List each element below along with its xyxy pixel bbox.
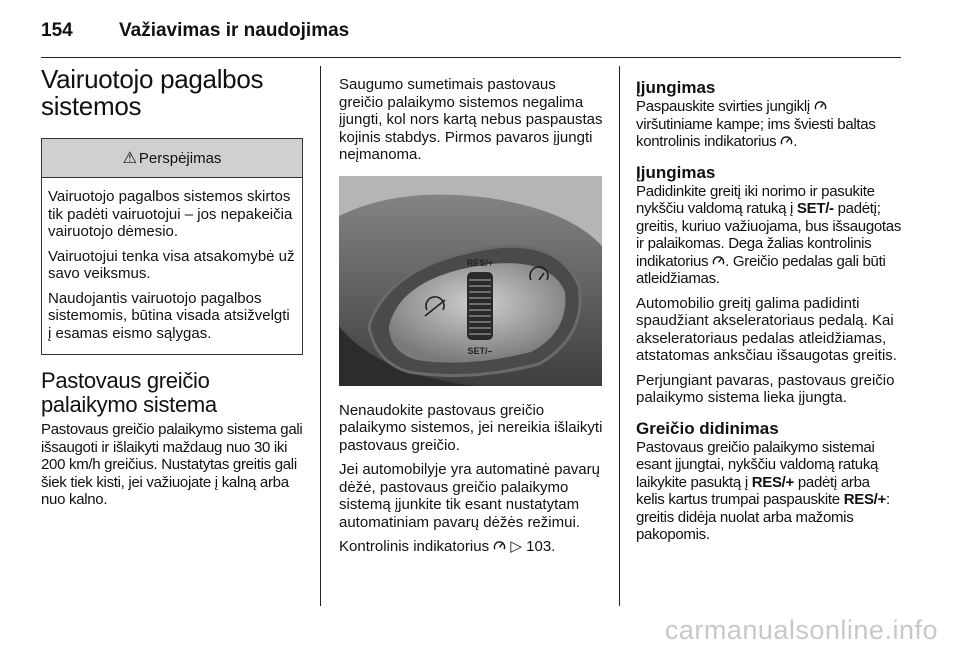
res-label-inline: RES/+ — [751, 473, 795, 491]
running-title: Važiavimas ir naudojimas — [119, 20, 350, 41]
speedometer-icon — [712, 254, 725, 267]
warning-triangle-icon: ⚠ — [122, 150, 137, 167]
column-3 — [636, 78, 902, 551]
heading-activation: Įjungimas — [636, 78, 716, 97]
paragraph: Automobilio greitį galima padidinti spaudžiant akseleratoriaus pedalą. Kai akseleratoriaus pedalas atleidžiamas, atstatomas anksčiau išsaugotas greitis. — [636, 294, 897, 364]
paragraph: Nenaudokite pastovaus greičio palaikymo sistemos, jei nereikia išlaikyti pastovaus greičio. — [339, 401, 603, 454]
warning-paragraph: Vairuotojo pagalbos sistemos skirtos tik padėti vairuotojui – jos nepakeičia vairuotojo dėmesio. — [48, 188, 293, 240]
section-title-driver-assistance: Vairuotojo pagalbos sistemos — [41, 64, 264, 121]
column-divider-2 — [619, 66, 620, 606]
speedometer-icon — [780, 134, 793, 147]
column-2 — [339, 76, 603, 563]
paragraph: Perjungiant pavaras, pastovaus greičio palaikymo sistema lieka įjungta. — [636, 371, 895, 406]
steering-wheel-illustration — [339, 176, 602, 386]
set-label-inline: SET/- — [796, 200, 834, 217]
warning-paragraph: Vairuotojui tenka visa atsakomybė už savo veiksmus. — [48, 247, 295, 282]
res-label: RES/+ — [466, 257, 494, 268]
safety-paragraph: Saugumo sumetimais pastovaus greičio palaikymo sistemos negalima įjungti, kol nors kartą nebus paspaustas kojinis stabdys. Pirmos pavaros įjungti neįmanoma. — [339, 76, 603, 163]
column-1 — [41, 66, 303, 516]
speedometer-icon — [814, 99, 827, 112]
warning-header — [42, 139, 302, 178]
cruise-control-intro: Pastovaus greičio palaikymo sistema gali išsaugoti ir išlaikyti maždaug nuo 30 iki 200 km/h greičius. Nustatytas greitis gali šiek tiek kisti, jei važiuojate į kalną arba nuo kalno. — [41, 421, 303, 508]
res-label-inline: RES/+ — [843, 491, 886, 508]
header-rule — [41, 57, 901, 58]
speedometer-icon — [493, 539, 506, 552]
column-divider-1 — [320, 66, 321, 606]
heading-speed-increase: Greičio didinimas — [636, 418, 779, 438]
set-label: SET/– — [467, 345, 493, 356]
indicator-reference: Kontrolinis indikatorius ▷ 103. — [339, 538, 556, 555]
warning-body — [42, 178, 302, 354]
warning-paragraph: Naudojantis vairuotojo pagalbos sistemomis, būtina visada atsižvelgti į esamas eismo sąlygas. — [48, 289, 290, 342]
warning-box — [41, 138, 303, 355]
paragraph: Jei automobilyje yra automatinė pavarų dėžė, pastovaus greičio palaikymo sistemą įjunkite tik esant nustatytam automatiniam pavarų dėžės režimui. — [339, 461, 600, 531]
section-title-cruise-control: Pastovaus greičio palaikymo sistema — [41, 368, 217, 417]
speed-increase-text: Pastovaus greičio palaikymo sistemai esant įjungtai, nykščiu valdomą ratuką laikykite pasuktą į RES/+ padėtį arba kelis kartus trumpai paspauskite RES/+: greitis didėja nuolat arba mažomis pakopomis. — [636, 438, 890, 543]
page-number: 154 — [41, 20, 73, 41]
activation-set-text: Padidinkite greitį iki norimo ir pasukite nykščiu valdomą ratuką į SET/- padėtį; greitis, kuriuo važiuojama, bus išsaugotas ir palaikomas. Dega žalias kontrolinis indikatorius . Greičio pedalas gali būti atleidžiamas. — [636, 182, 902, 287]
heading-activation-2: Įjungimas — [636, 162, 716, 182]
page-reference[interactable]: 103. — [526, 538, 556, 555]
warning-heading: Perspėjimas — [138, 149, 222, 167]
activation-text: Paspauskite svirties jungiklį viršutiniame kampe; ims šviesti baltas kontrolinis indikatorius . — [636, 98, 876, 150]
page-reference-arrow-icon: ▷ — [510, 538, 522, 555]
page-header — [41, 12, 921, 44]
steering-wheel-controls-figure — [339, 176, 602, 386]
watermark: carmanualsonline.info — [664, 615, 938, 645]
